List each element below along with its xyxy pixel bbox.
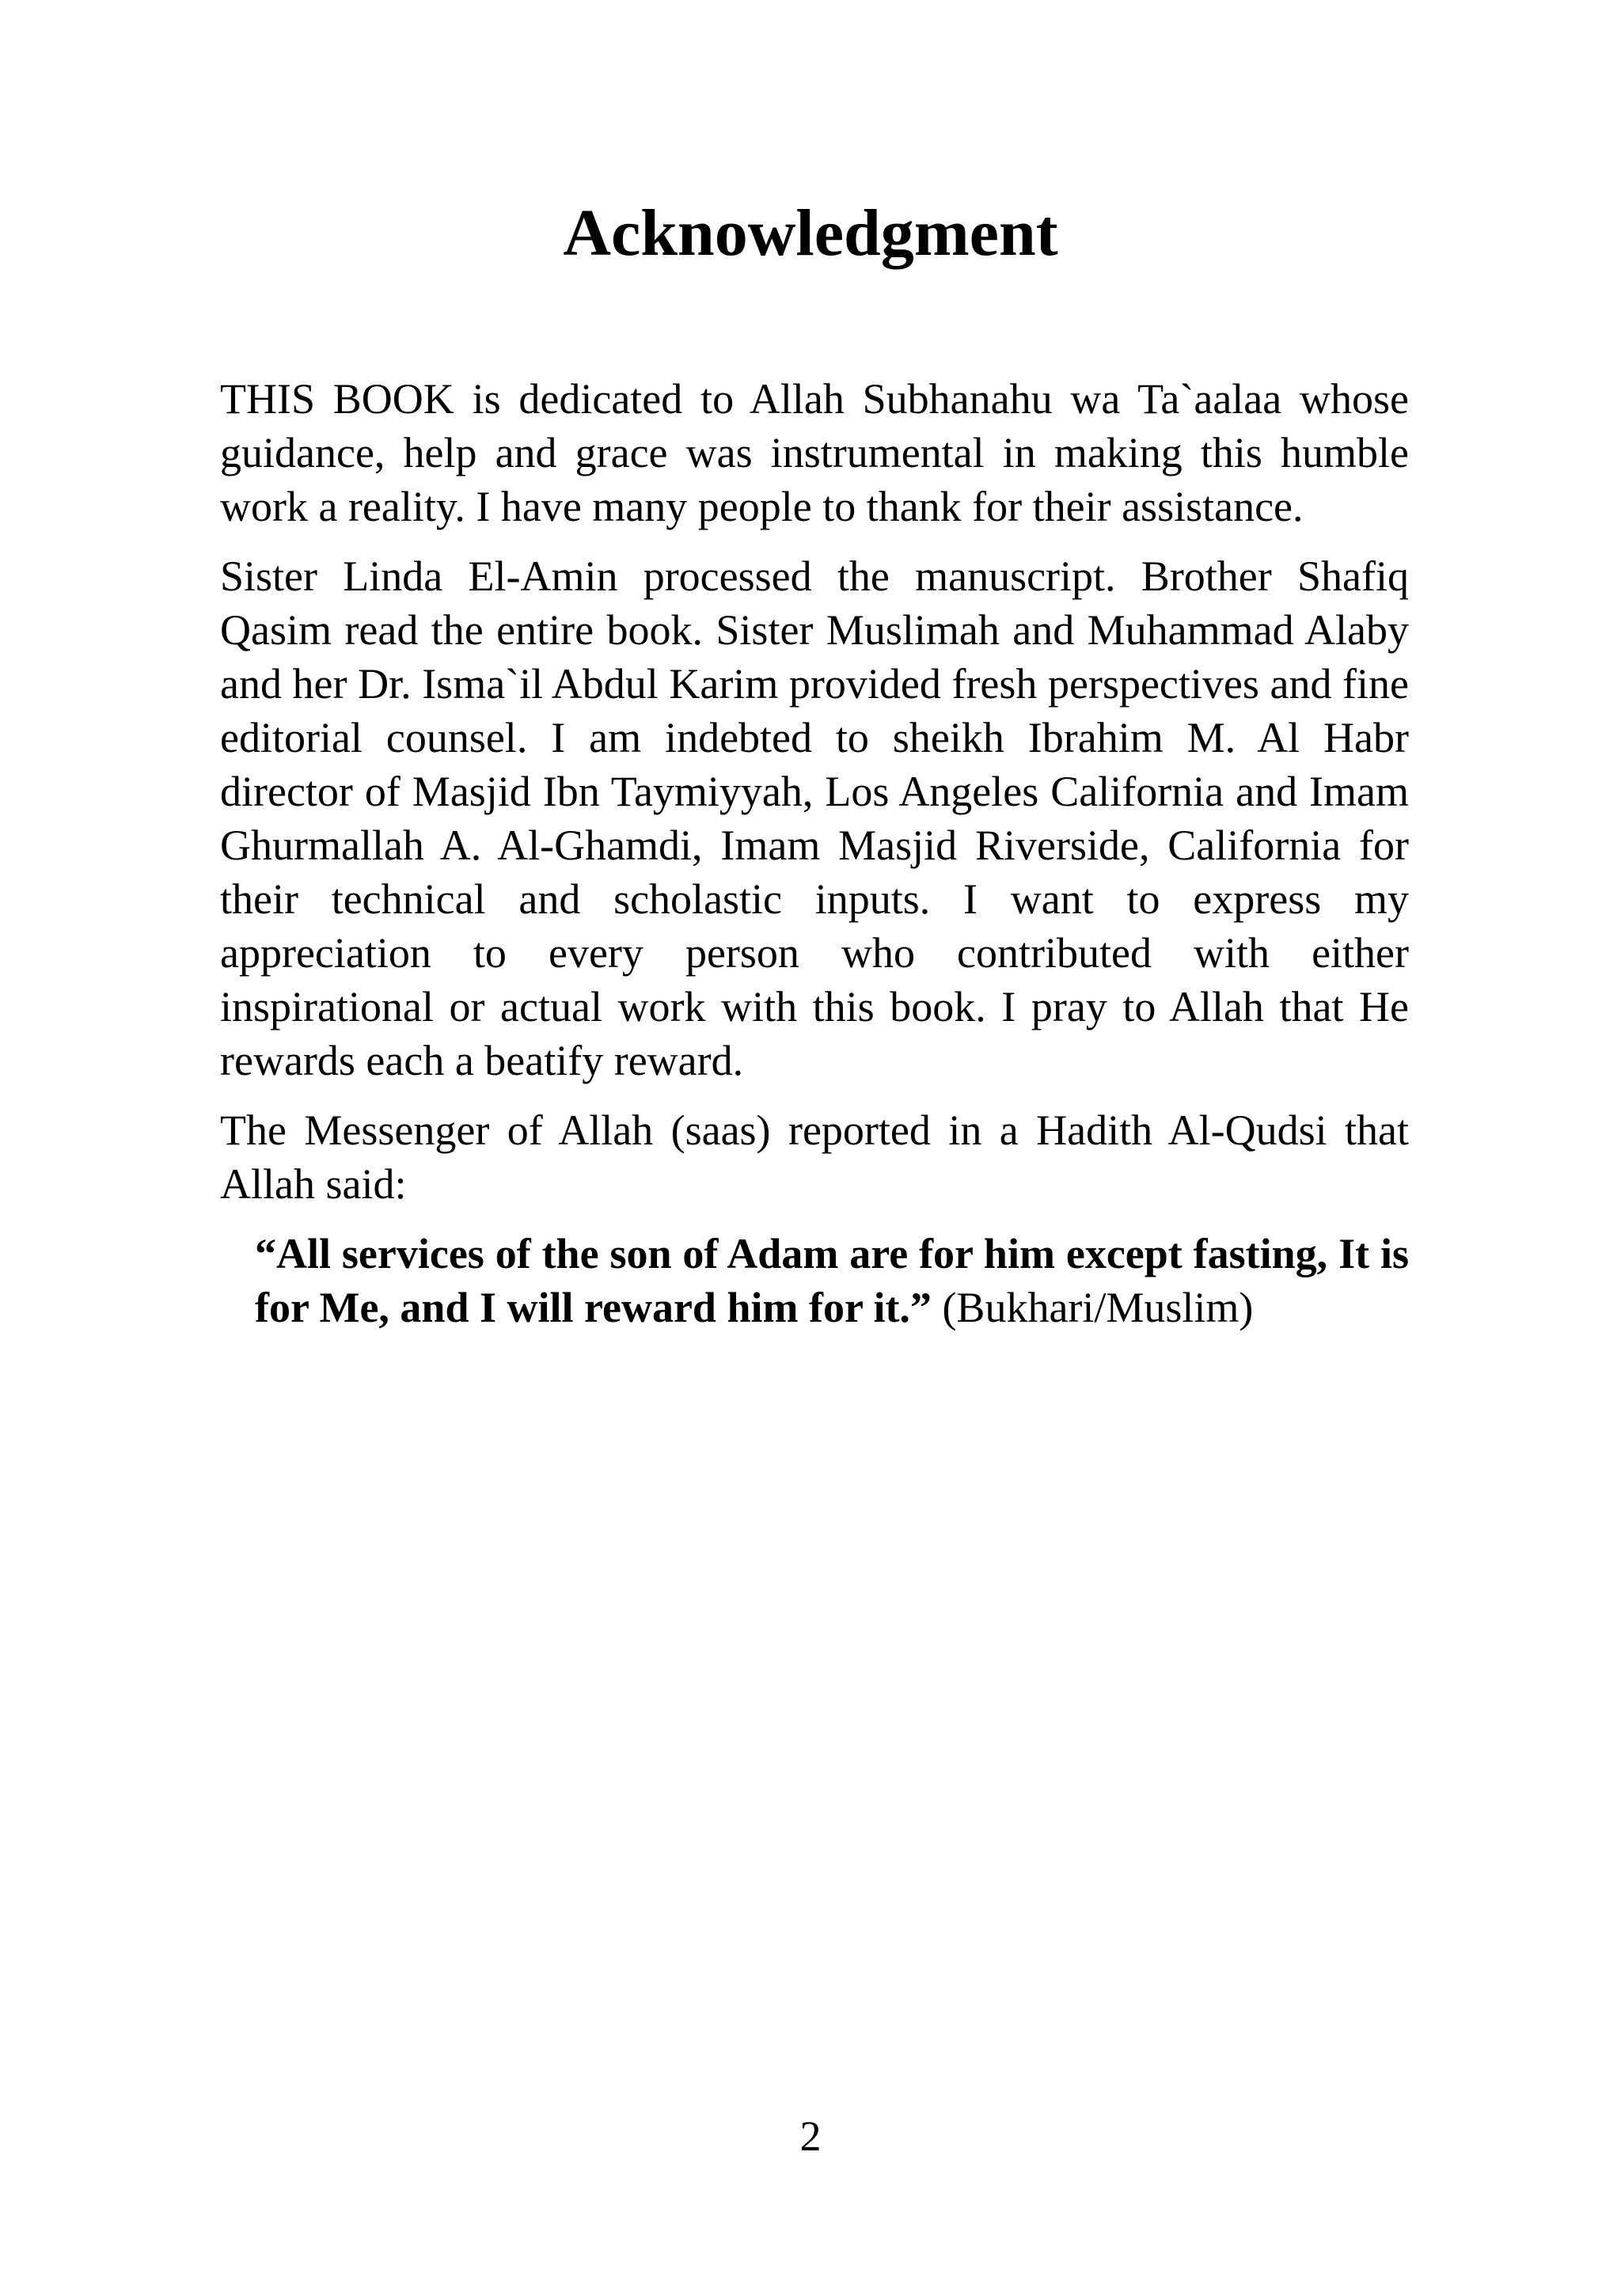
hadith-quote bbox=[255, 1227, 1409, 1334]
dedication-paragraph: THIS BOOK is dedicated to Allah Subhanahu wa Ta`aalaa whose guidance, help and grace was instrumental in making this humble work a reality. I have many people to thank for their assistance. bbox=[220, 375, 1409, 530]
hadith-quote-text: “All services of the son of Adam are for him except fasting, It is for Me, and I will reward him for it.” bbox=[255, 1230, 1409, 1331]
acknowledgment-body bbox=[220, 372, 1409, 1334]
page-number: 2 bbox=[799, 2112, 822, 2160]
hadith-source: (Bukhari/Muslim) bbox=[931, 1284, 1254, 1331]
hadith-intro-paragraph: The Messenger of Allah (saas) reported in a Hadith Al-Qudsi that Allah said: bbox=[220, 1106, 1409, 1208]
page-title: Acknowledgment bbox=[563, 196, 1058, 270]
thanks-paragraph: Sister Linda El-Amin processed the manuscript. Brother Shafiq Qasim read the entire book. Sister Muslimah and Muhammad Alaby and her Dr. Isma`il Abdul Karim provided fresh perspectives and fine editorial counsel. I am indebted to sheikh Ibrahim M. Al Habr director of Masjid Ibn Taymiyyah, Los Angeles California and Imam Ghurmallah A. Al-Ghamdi, Imam Masjid Riverside, California for their technical and scholastic inputs. I want to express my appreciation to every person who contributed with either inspirational or actual work with this book. I pray to Allah that He rewards each a beatify reward. bbox=[220, 552, 1409, 1084]
